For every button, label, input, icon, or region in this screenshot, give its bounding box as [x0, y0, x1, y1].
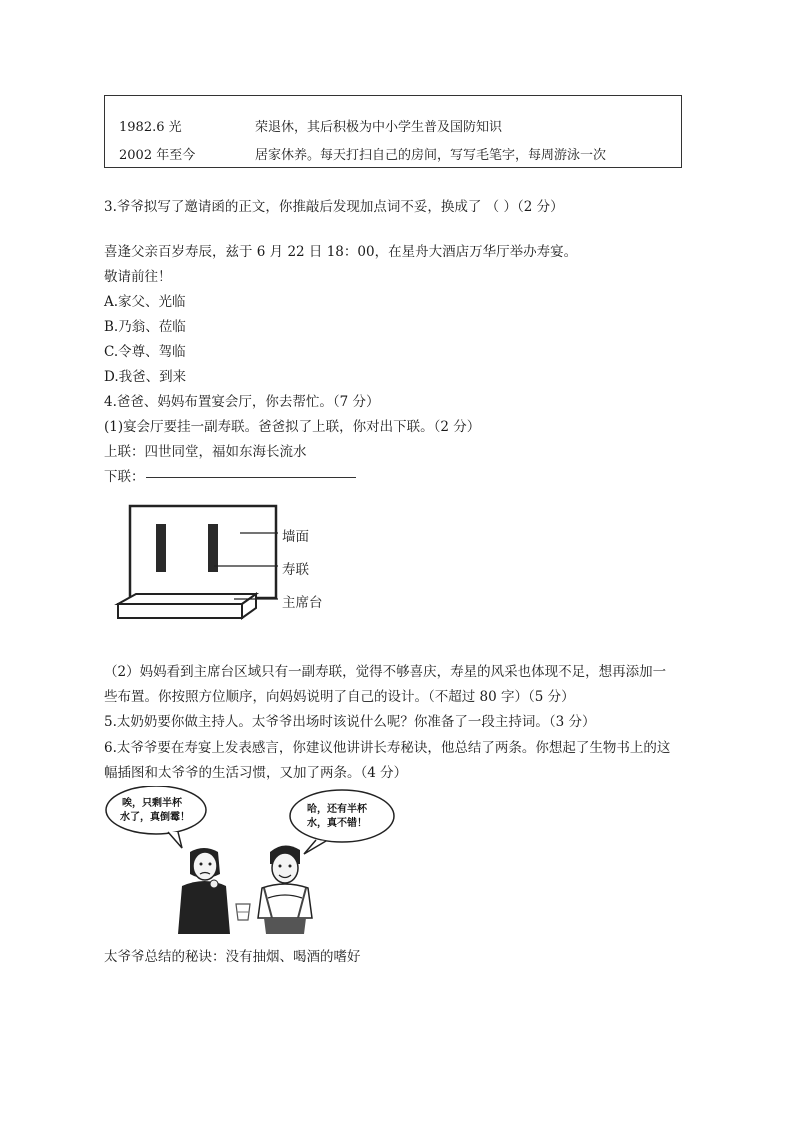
q6-summary: 太爷爷总结的秘诀：没有抽烟、喝酒的嗜好	[104, 949, 361, 965]
bubble-right-line1: 哈，还有半杯	[307, 804, 367, 815]
row-text: 荣退休，其后积极为中小学生普及国防知识	[255, 120, 503, 135]
stage-front	[118, 604, 242, 618]
label-wall: 墙面	[282, 529, 309, 545]
sad-person-figure	[178, 848, 230, 934]
timeline-table	[104, 95, 682, 168]
q4-sub1: (1)宴会厅要挂一副寿联。爸爸拟了上联，你对出下联。（2 分）	[104, 419, 481, 435]
half-glass-cartoon	[104, 786, 404, 936]
happy-person-figure	[258, 845, 312, 934]
bubble-right-line2: 水，真不错！	[307, 818, 367, 829]
table-row	[119, 116, 502, 135]
label-stage: 主席台	[282, 595, 323, 611]
couplet-right	[208, 524, 218, 572]
q4-prompt: 4.爸爸、妈妈布置宴会厅，你去帮忙。（7 分）	[104, 394, 380, 410]
bubble-left-line1: 唉，只剩半杯	[122, 798, 182, 809]
lower-couplet-answer-line[interactable]	[146, 477, 356, 478]
q5-prompt: 5.太奶奶要你做主持人。太爷爷出场时该说什么呢？你准备了一段主持词。（3 分）	[104, 714, 596, 730]
wall-rect	[130, 506, 276, 598]
q3-closing: 敬请前往！	[104, 269, 172, 285]
q6-line1: 6.太爷爷要在寿宴上发表感言，你建议他讲讲长寿秘诀，他总结了两条。你想起了生物书上的这	[104, 740, 671, 756]
q4-sub2-line1: （2）妈妈看到主席台区域只有一副寿联，觉得不够喜庆，寿星的风采也体现不足，想再添加一	[104, 664, 667, 680]
label-couplet: 寿联	[282, 562, 309, 578]
row-date: 2002 年至今	[119, 148, 196, 163]
q3-invitation: 喜逢父亲百岁寿辰，兹于 6 月 22 日 18：00，在星舟大酒店万华厅举办寿宴。	[104, 244, 578, 260]
speech-bubble-left	[106, 786, 206, 834]
couplet-left	[156, 524, 166, 572]
bubble-left-line2: 水了，真倒霉！	[120, 812, 190, 823]
q3-option-b[interactable]: B.乃翁、莅临	[104, 319, 186, 335]
upper-couplet: 上联：四世同堂，福如东海长流水	[104, 444, 307, 460]
row-date: 1982.6 光	[119, 120, 182, 135]
table-row	[119, 144, 606, 163]
speech-bubble-right	[290, 790, 394, 842]
row-text: 居家休养。每天打扫自己的房间，写写毛笔字，每周游泳一次	[255, 148, 607, 163]
glass-icon	[236, 904, 250, 920]
q3-option-c[interactable]: C.令尊、驾临	[104, 344, 186, 360]
q3-option-a[interactable]: A.家父、光临	[104, 294, 186, 310]
q3-option-d[interactable]: D.我爸、到来	[104, 369, 187, 385]
q3-prompt: 3.爷爷拟写了邀请函的正文，你推敲后发现加点词不妥，换成了 （ ）（2 分）	[104, 199, 564, 215]
q6-line2: 幅插图和太爷爷的生活习惯，又加了两条。（4 分）	[104, 765, 408, 781]
q4-sub2-line2: 些布置。你按照方位顺序，向妈妈说明了自己的设计。（不超过 80 字）（5 分）	[104, 689, 575, 705]
lower-couplet-label: 下联：	[104, 469, 145, 485]
